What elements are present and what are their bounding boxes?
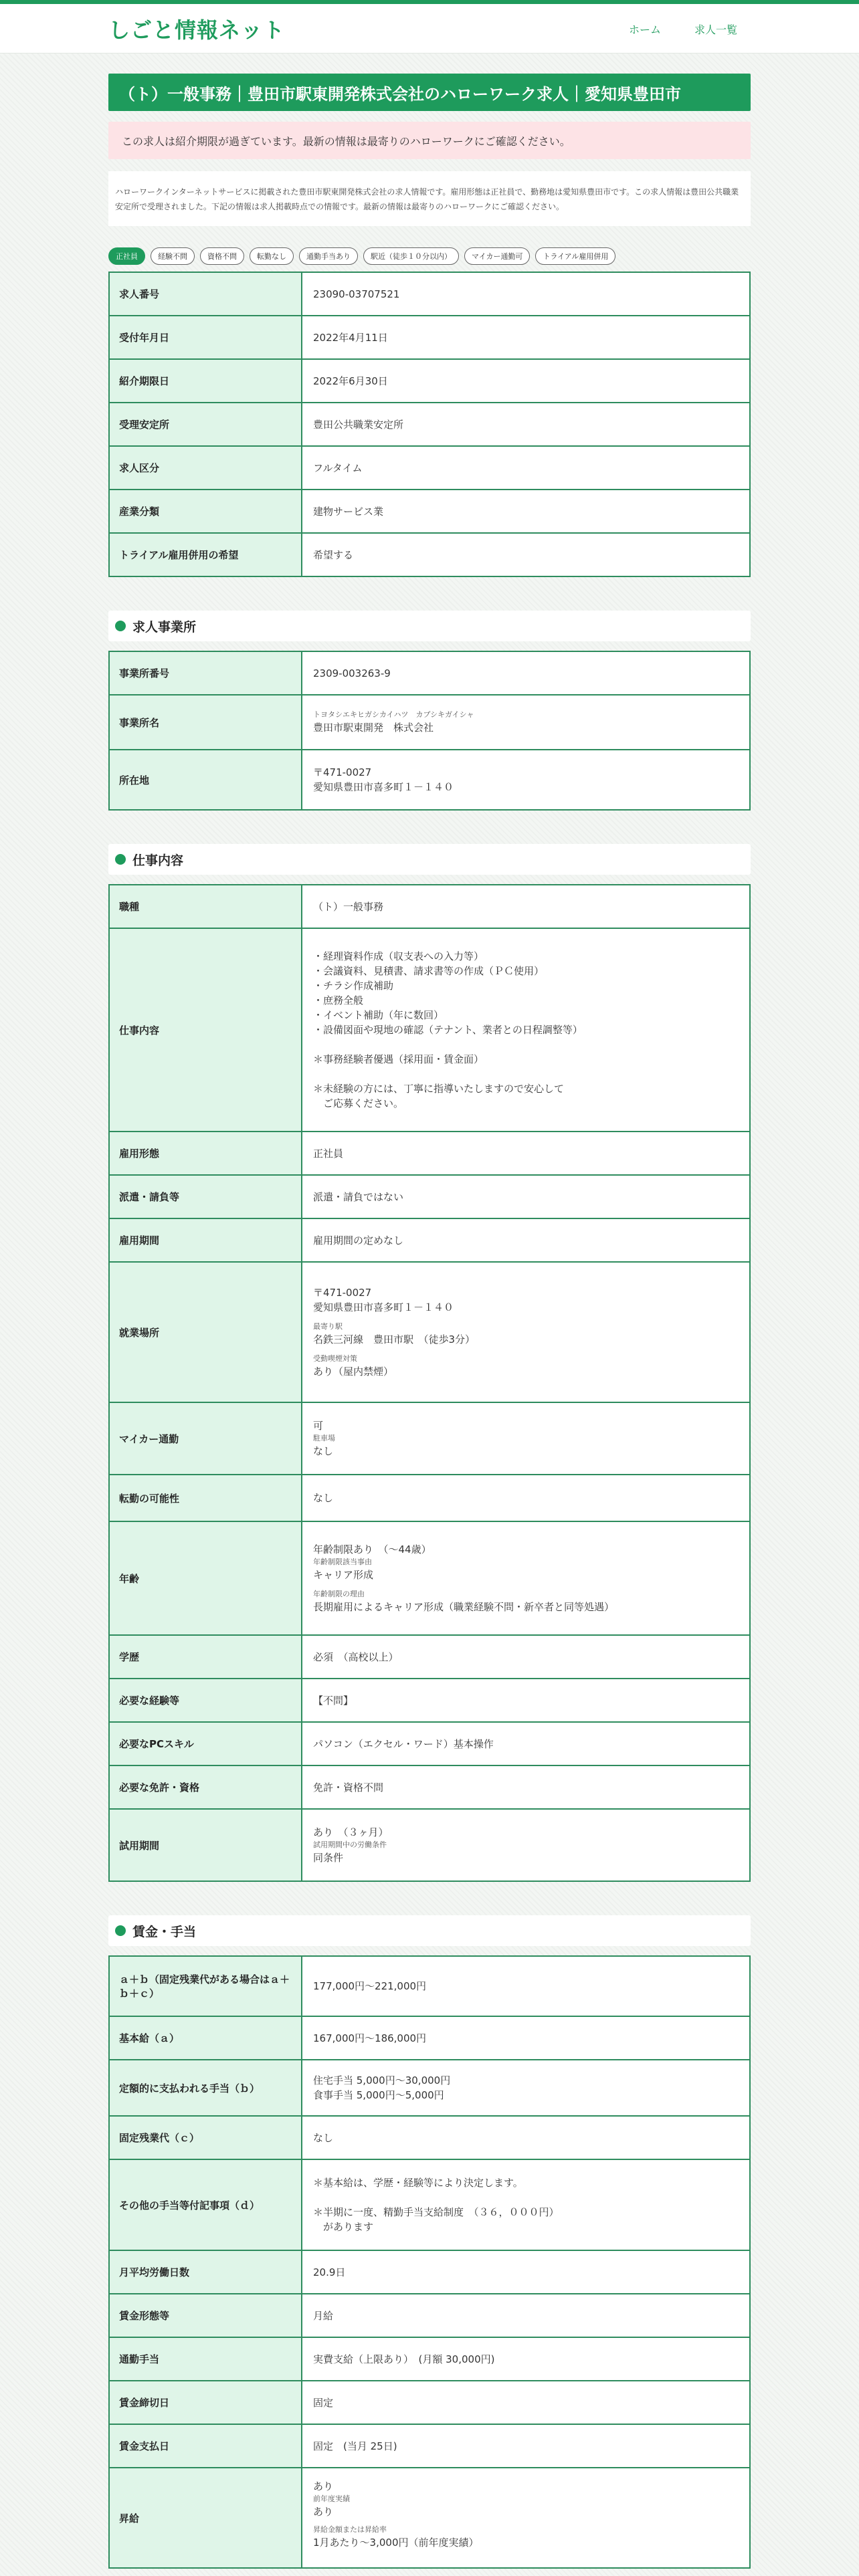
housing-allowance: 住宅手当 5,000円〜30,000円: [313, 2074, 451, 2086]
basic-info-table: [108, 272, 751, 577]
table-row: [109, 2159, 750, 2250]
monthly-work-days: 20.9日: [302, 2250, 750, 2294]
wage-section-heading: [108, 1915, 751, 1946]
section-title: 賃金・手当: [132, 1924, 197, 1939]
age-cell: [302, 1521, 750, 1635]
office-section-heading: [108, 611, 751, 641]
table-row: [109, 2468, 750, 2568]
table-row: [109, 885, 750, 928]
table-row: [109, 750, 750, 810]
row-label: 賃金締切日: [109, 2381, 302, 2424]
row-value: 23090-03707521: [302, 272, 750, 316]
other-notes: ＊基本給は、学歴・経験等により決定します。 ＊半期に一度、精勤手当支給制度 （３６，０００円） があります: [302, 2159, 750, 2250]
table-row: [109, 928, 750, 1132]
row-label: マイカー通勤: [109, 1402, 302, 1475]
table-row: [109, 316, 750, 359]
table-row: [109, 1521, 750, 1635]
meal-allowance: 食事手当 5,000円〜5,000円: [313, 2089, 444, 2101]
row-label: 求人区分: [109, 446, 302, 490]
nav-job-list-link[interactable]: 求人一覧: [694, 23, 737, 36]
row-label: 賃金形態等: [109, 2294, 302, 2337]
trial-cell: [302, 1809, 750, 1881]
commute-allowance: 実費支給（上限あり） (月額 30,000円): [302, 2337, 750, 2381]
row-label: 定額的に支払われる手当（ｂ）: [109, 2060, 302, 2116]
row-label: その他の手当等付記事項（ｄ）: [109, 2159, 302, 2250]
row-label: 紹介期限日: [109, 359, 302, 403]
table-row: [109, 1635, 750, 1679]
table-row: [109, 2381, 750, 2424]
row-label: 就業場所: [109, 1262, 302, 1402]
office-address-cell: [302, 750, 750, 810]
raise-value-1: あり: [313, 2506, 334, 2518]
age-reason: キャリア形成: [313, 1569, 374, 1581]
table-row: [109, 359, 750, 403]
table-row: [109, 1722, 750, 1765]
row-label: 産業分類: [109, 490, 302, 533]
table-row: [109, 1175, 750, 1218]
work-table: [108, 884, 751, 1882]
row-label: 求人番号: [109, 272, 302, 316]
row-label: 職種: [109, 885, 302, 928]
section-title: 仕事内容: [132, 853, 184, 868]
wage-cutoff: 固定: [302, 2381, 750, 2424]
job-title: （ト）一般事務: [302, 885, 750, 928]
table-row: [109, 1679, 750, 1722]
table-row: [109, 2294, 750, 2337]
pc-skill: パソコン（エクセル・ワード）基本操作: [302, 1722, 750, 1765]
row-label: 基本給（ａ）: [109, 2016, 302, 2060]
smoking-policy: あり（屋内禁煙）: [313, 1366, 394, 1378]
table-row: [109, 1402, 750, 1475]
table-row: [109, 272, 750, 316]
section-dot-icon: [115, 1925, 126, 1936]
row-label: 固定残業代（ｃ）: [109, 2116, 302, 2159]
main-nav: [629, 21, 751, 37]
row-label: 所在地: [109, 750, 302, 810]
row-label: トライアル雇用併用の希望: [109, 533, 302, 576]
section-title: 求人事業所: [132, 619, 197, 635]
section-dot-icon: [115, 854, 126, 865]
required-experience: 【不問】: [302, 1679, 750, 1722]
row-label: 仕事内容: [109, 928, 302, 1132]
row-label: 雇用期間: [109, 1218, 302, 1262]
smoking-caption: 受動喫煙対策: [313, 1354, 357, 1363]
place-postal: 〒471-0027: [313, 1287, 372, 1299]
row-value: 豊田公共職業安定所: [302, 403, 750, 446]
table-row: [109, 1132, 750, 1175]
employment-period: 雇用期間の定めなし: [302, 1218, 750, 1262]
parking-caption: 駐車場: [313, 1434, 335, 1442]
tag-item[interactable]: 駅近（徒歩１０分以内）: [363, 247, 459, 265]
feature-tags: [108, 247, 751, 265]
row-label: 月平均労働日数: [109, 2250, 302, 2294]
age-why: 長期雇用によるキャリア形成（職業経験不問・新卒者と同等処遇）: [313, 1601, 615, 1613]
base-salary: 167,000円〜186,000円: [302, 2016, 750, 2060]
dispatch-value: 派遣・請負ではない: [302, 1175, 750, 1218]
table-row: [109, 1956, 750, 2016]
age-reason-caption: 年齢制限該当事由: [313, 1558, 372, 1566]
tag-item[interactable]: 経験不問: [151, 247, 195, 265]
trial-condition: 同条件: [313, 1852, 344, 1864]
wage-payday: 固定 (当月 25日): [302, 2424, 750, 2468]
row-label: 事業所番号: [109, 651, 302, 695]
site-logo[interactable]: しごと情報ネット: [108, 17, 286, 43]
table-row: [109, 490, 750, 533]
intro-text: ハローワークインターネットサービスに掲載された豊田市駅東開発株式会社の求人情報です。雇用形態は正社員で、勤務地は愛知県豊田市です。この求人情報は豊田公共職業安定所で受理されました。下記の情報は求人掲載時点での情報です。最新の情報は最寄りのハローワークにご確認ください。: [108, 171, 751, 226]
office-address: 愛知県豊田市喜多町１－１４０: [313, 781, 454, 793]
row-label: 学歴: [109, 1635, 302, 1679]
row-value: 2022年6月30日: [302, 359, 750, 403]
row-value: 建物サービス業: [302, 490, 750, 533]
fixed-overtime: なし: [302, 2116, 750, 2159]
parking: なし: [313, 1445, 334, 1457]
raise: あり: [313, 2480, 334, 2492]
tag-item[interactable]: 資格不問: [200, 247, 244, 265]
table-row: [109, 533, 750, 576]
tag-item[interactable]: 正社員: [108, 247, 145, 265]
row-label: ａ＋ｂ（固定残業代がある場合はａ＋ｂ＋ｃ）: [109, 1956, 302, 2016]
row-label: 通勤手当: [109, 2337, 302, 2381]
raise-caption-1: 前年度実績: [313, 2494, 350, 2503]
table-row: [109, 1218, 750, 1262]
trial-caption: 試用期間中の労働条件: [313, 1840, 387, 1849]
employment-type: 正社員: [302, 1132, 750, 1175]
wage-total: 177,000円〜221,000円: [302, 1956, 750, 2016]
table-row: [109, 695, 750, 750]
table-row: [109, 2116, 750, 2159]
raise-cell: [302, 2468, 750, 2568]
row-label: 試用期間: [109, 1809, 302, 1881]
row-label: 必要な免許・資格: [109, 1765, 302, 1809]
table-row: [109, 2060, 750, 2116]
office-postal: 〒471-0027: [313, 766, 372, 778]
office-name-kana: トヨタシエキヒガシカイハツ カブシキガイシャ: [313, 710, 474, 719]
station-caption: 最寄り駅: [313, 1322, 343, 1331]
wage-form: 月給: [302, 2294, 750, 2337]
row-label: 賃金支払日: [109, 2424, 302, 2468]
tag-item[interactable]: トライアル雇用併用: [535, 247, 615, 265]
table-row: [109, 403, 750, 446]
row-value: 希望する: [302, 533, 750, 576]
raise-value-2: 1月あたり〜3,000円（前年度実績）: [313, 2537, 479, 2549]
table-row: [109, 446, 750, 490]
row-value: フルタイム: [302, 446, 750, 490]
wage-table: [108, 1955, 751, 2569]
car-commute: 可: [313, 1420, 324, 1432]
nearest-station: 名鉄三河線 豊田市駅 （徒歩3分）: [313, 1333, 476, 1346]
table-row: [109, 1765, 750, 1809]
tag-item[interactable]: 転勤なし: [250, 247, 294, 265]
row-label: 派遣・請負等: [109, 1175, 302, 1218]
page-title: （ト）一般事務｜豊田市駅東開発株式会社のハローワーク求人｜愛知県豊田市: [108, 74, 751, 111]
expired-notice: この求人は紹介期限が過ぎています。最新の情報は最寄りのハローワークにご確認ください。: [108, 122, 751, 159]
required-license: 免許・資格不問: [302, 1765, 750, 1809]
age-why-caption: 年齢制限の理由: [313, 1590, 365, 1598]
row-label: 事業所名: [109, 695, 302, 750]
education: 必須 （高校以上）: [302, 1635, 750, 1679]
row-label: 必要なPCスキル: [109, 1722, 302, 1765]
office-name-cell: [302, 695, 750, 750]
section-dot-icon: [115, 621, 126, 631]
table-row: [109, 1809, 750, 1881]
tag-item[interactable]: 通勤手当あり: [299, 247, 358, 265]
work-place-cell: [302, 1262, 750, 1402]
nav-home-link[interactable]: ホーム: [628, 23, 661, 36]
place-address: 愛知県豊田市喜多町１－１４０: [313, 1301, 454, 1313]
table-row: [109, 2250, 750, 2294]
work-section-heading: [108, 844, 751, 875]
car-commute-cell: [302, 1402, 750, 1475]
row-label: 受付年月日: [109, 316, 302, 359]
age-limit: 年齢制限あり （～44歳）: [313, 1543, 432, 1555]
table-row: [109, 1262, 750, 1402]
raise-caption-2: 昇給金額または昇給率: [313, 2525, 387, 2534]
table-row: [109, 1475, 750, 1521]
table-row: [109, 2337, 750, 2381]
office-table: [108, 651, 751, 811]
row-label: 雇用形態: [109, 1132, 302, 1175]
site-header: [0, 4, 859, 53]
job-description: ・経理資料作成（収支表への入力等） ・会議資料、見積書、請求書等の作成（ＰＣ使用） ・チラシ作成補助 ・庶務全般 ・イベント補助（年に数回） ・設備図面や現地の確認（テナント、業者との日程調整等） ＊事務経験者優遇（採用面・賃金面） ＊未経験の方には、丁寧に指導いたしますので安心して ご応募ください。: [302, 928, 750, 1132]
row-label: 昇給: [109, 2468, 302, 2568]
main-content: [108, 53, 751, 2569]
trial-period: あり （３ヶ月）: [313, 1826, 389, 1838]
office-number: 2309-003263-9: [302, 651, 750, 695]
table-row: [109, 2424, 750, 2468]
table-row: [109, 651, 750, 695]
row-label: 受理安定所: [109, 403, 302, 446]
table-row: [109, 2016, 750, 2060]
allowances-cell: [302, 2060, 750, 2116]
row-label: 転勤の可能性: [109, 1475, 302, 1521]
tag-item[interactable]: マイカー通勤可: [464, 247, 530, 265]
transfer-possibility: なし: [302, 1475, 750, 1521]
row-label: 年齢: [109, 1521, 302, 1635]
row-label: 必要な経験等: [109, 1679, 302, 1722]
row-value: 2022年4月11日: [302, 316, 750, 359]
office-name: 豊田市駅東開発 株式会社: [313, 722, 434, 734]
